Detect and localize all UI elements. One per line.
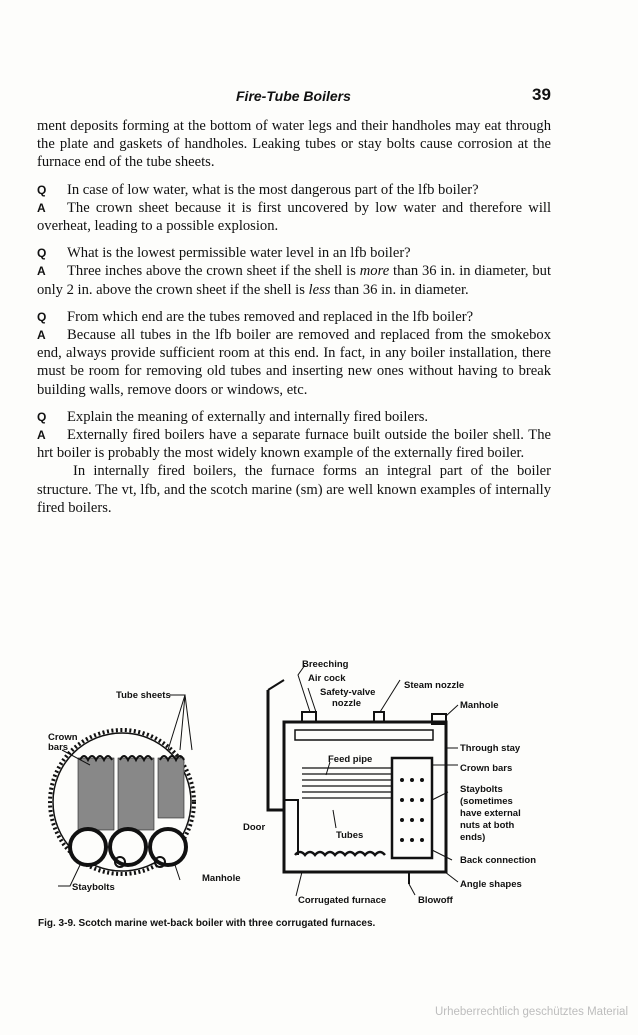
- paragraph-continuation: ment deposits forming at the bottom of water legs and their handholes may eat through the plate and gaskets of handholes. Leaking tubes or stay bolts cause corrosion at the furnace end of the tube sheets.: [37, 118, 551, 171]
- label-tube-sheets: Tube sheets: [116, 690, 171, 701]
- boiler-front-view: [50, 695, 194, 886]
- answer-2-text-c: than 36 in. in diameter.: [330, 281, 469, 298]
- boiler-figure: [40, 650, 560, 910]
- answer-2-text-a: Three inches above the crown sheet if the shell is: [67, 263, 360, 280]
- label-angle-shapes: Angle shapes: [460, 879, 522, 890]
- label-nozzle: nozzle: [332, 698, 362, 709]
- answer-1: [37, 199, 551, 235]
- label-tubes: Tubes: [336, 830, 364, 841]
- label-back-connection: Back connection: [460, 855, 537, 866]
- question-4: [37, 408, 551, 426]
- label-safety-valve: Safety-valve: [320, 687, 376, 698]
- a-marker: A: [37, 200, 46, 215]
- label-manhole-left: Manhole: [202, 873, 241, 884]
- answer-2-text-b: than 36 in. in diameter, but only 2 in. above the crown sheet if the shell is: [37, 263, 551, 298]
- q-marker: Q: [37, 309, 47, 324]
- q-marker: Q: [37, 409, 47, 424]
- answer-2-emphasis-more: more: [359, 263, 390, 280]
- answer-4: [37, 426, 551, 462]
- question-2-text: What is the lowest permissible water level in an lfb boiler?: [67, 245, 411, 262]
- label-staybolts-right: Staybolts: [460, 784, 503, 795]
- answer-4-continuation: In internally fired boilers, the furnace forms an integral part of the boiler structure. The vt, lfb, and the scotch marine (sm) are well known examples of internally fired boilers.: [37, 463, 551, 516]
- answer-1-text: The crown sheet because it is first uncovered by low water and therefore will overheat, leading to a possible explosion.: [37, 199, 551, 235]
- page-number: 39: [532, 85, 551, 104]
- label-crown: Crown: [48, 732, 78, 743]
- question-1-text: In case of low water, what is the most dangerous part of the lfb boiler?: [67, 181, 479, 198]
- question-3: [37, 308, 551, 326]
- a-marker: A: [37, 428, 46, 443]
- boiler-diagram-svg: [40, 650, 560, 910]
- label-corrugated-furnace: Corrugated furnace: [298, 895, 387, 906]
- label-breeching: Breeching: [302, 659, 349, 670]
- answer-3: [37, 326, 551, 399]
- label-ends: ends): [460, 832, 486, 843]
- answer-2-emphasis-less: less: [308, 281, 331, 298]
- copyright-watermark: Urheberrechtlich geschütztes Material: [434, 1006, 628, 1018]
- question-1: [37, 181, 551, 199]
- label-feed-pipe: Feed pipe: [328, 754, 373, 765]
- label-crown-bars: Crown bars: [460, 763, 513, 774]
- label-sometimes: (sometimes: [460, 796, 513, 807]
- running-header: Fire-Tube Boilers: [236, 88, 351, 104]
- a-marker: A: [37, 264, 46, 279]
- answer-3-text: Because all tubes in the lfb boiler are removed and replaced from the smokebox end, always provide sufficient room at this end. In fact, in any boiler installation, there must be room for removing old tubes and inserting new ones without having to break building walls, remove doors or windows, etc.: [37, 327, 551, 398]
- answer-4-text: Externally fired boilers have a separate furnace built outside the boiler shell. The hrt boiler is probably the most widely known example of the externally fired boiler.: [37, 427, 551, 462]
- boiler-side-section: [268, 665, 458, 896]
- label-manhole-right: Manhole: [460, 700, 499, 711]
- label-have-external: have external: [460, 808, 521, 819]
- label-steam-nozzle: Steam nozzle: [404, 680, 465, 691]
- label-bars: bars: [48, 742, 69, 753]
- label-through-stay: Through stay: [460, 743, 521, 754]
- label-nuts-at-both: nuts at both: [460, 820, 515, 831]
- label-blowoff: Blowoff: [418, 895, 453, 906]
- answer-2: [37, 262, 551, 298]
- label-air-cock: Air cock: [308, 673, 346, 684]
- question-3-text: From which end are the tubes removed and replaced in the lfb boiler?: [67, 308, 474, 325]
- q-marker: Q: [37, 182, 47, 197]
- a-marker: A: [37, 328, 46, 343]
- question-2: [37, 244, 551, 262]
- q-marker: Q: [37, 246, 47, 261]
- figure-caption: Fig. 3-9. Scotch marine wet-back boiler with three corrugated furnaces.: [38, 918, 376, 929]
- body-text: [37, 117, 551, 517]
- label-staybolts-left: Staybolts: [72, 882, 115, 893]
- question-4-text: Explain the meaning of externally and internally fired boilers.: [67, 408, 429, 425]
- label-door: Door: [243, 822, 266, 833]
